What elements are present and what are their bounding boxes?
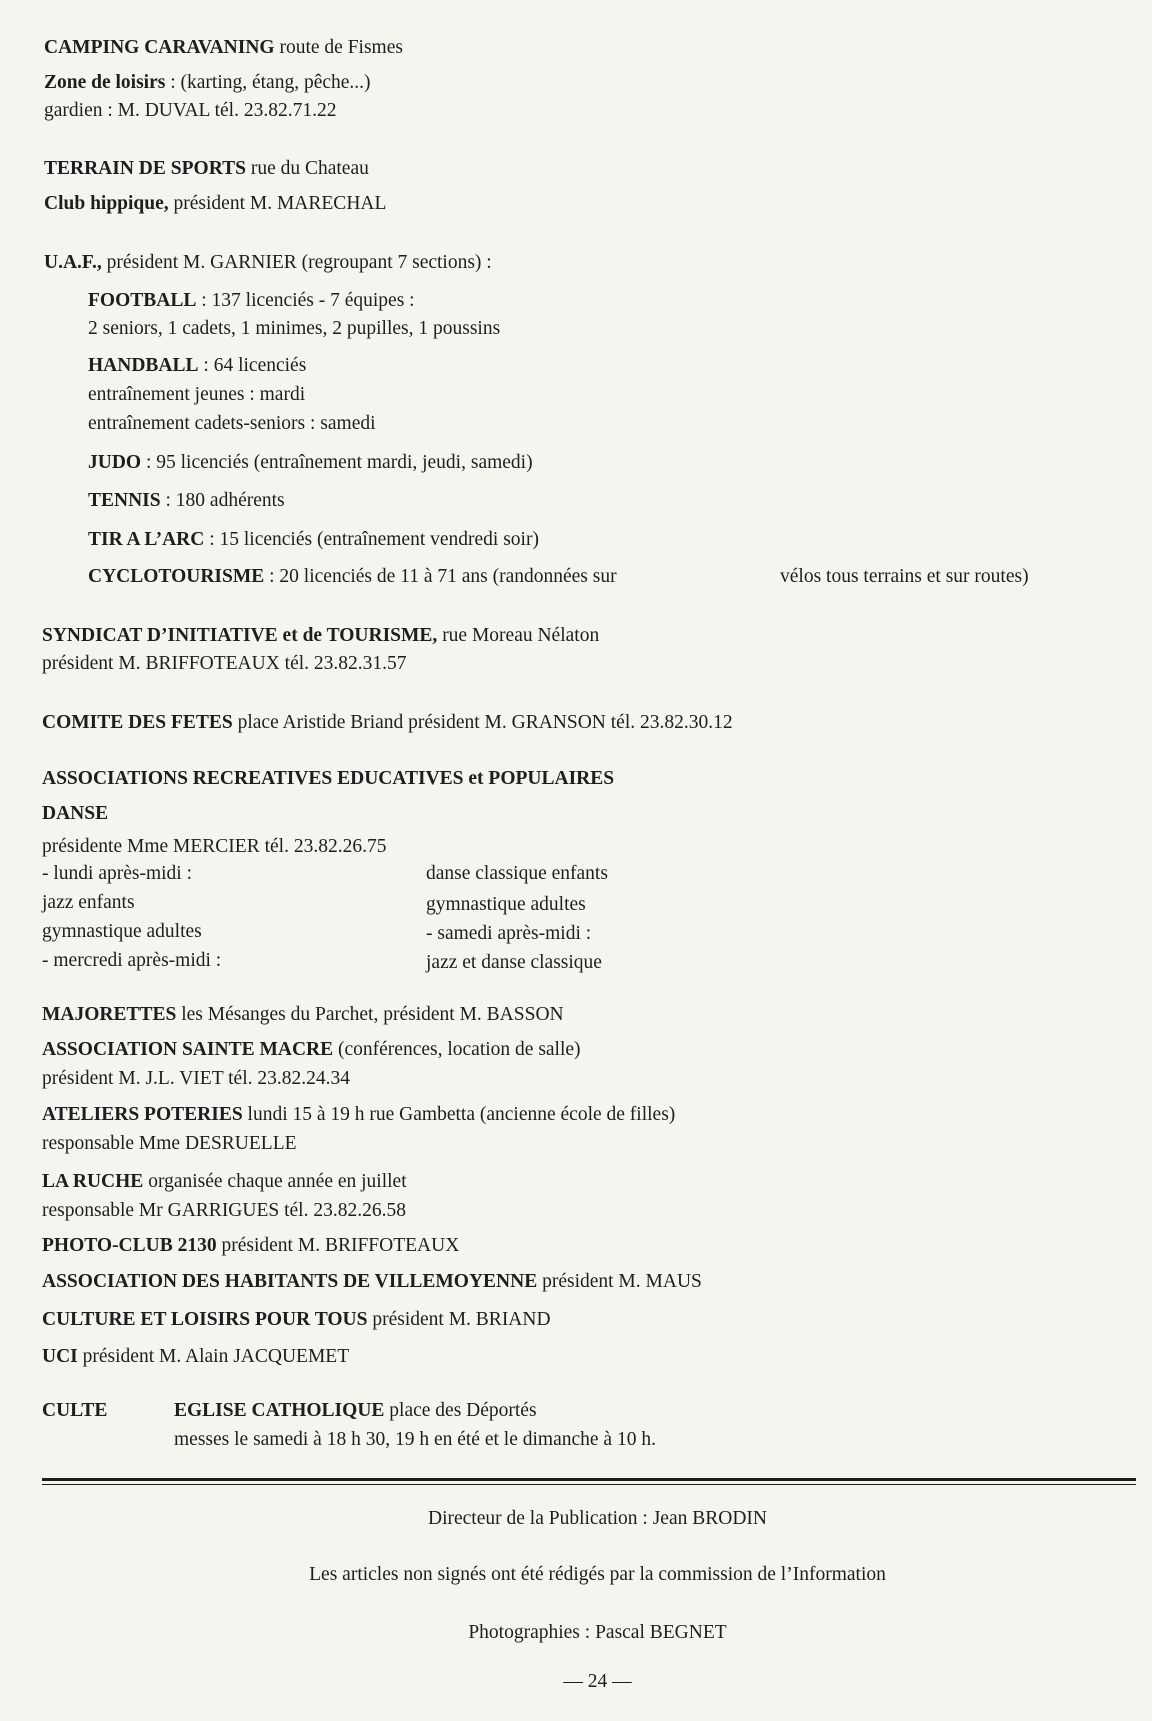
hippique-title: Club hippique, [44,193,169,214]
danse-right-0: danse classique enfants [426,863,608,884]
majorettes-text: les Mésanges du Parchet, président M. BASSON [176,1004,564,1025]
directeur-line: Directeur de la Publication : Jean BRODIN [428,1508,767,1529]
footer-divider-thin [42,1484,1136,1485]
judo-title: JUDO [88,452,142,473]
tennis-entry [88,489,285,513]
danse-right-2: - samedi après-midi : [426,923,592,944]
habitants-entry [42,1270,702,1294]
culture-entry [42,1308,551,1332]
loisirs-title: Zone de loisirs [44,72,166,93]
danse-left-3: - mercredi après-midi : [42,950,222,971]
tir-title: TIR A L’ARC [88,529,205,550]
camping-title: CAMPING CARAVANING [44,37,275,58]
uci-text: président M. Alain JACQUEMET [77,1346,350,1367]
handball-line3: entraînement cadets-seniors : samedi [88,413,376,434]
majorettes-title: MAJORETTES [42,1004,177,1025]
handball-text: : 64 licenciés [198,355,307,376]
comite-text: place Aristide Briand président M. GRANSON tél. 23.82.30.12 [232,712,733,733]
football-title: FOOTBALL [88,290,197,311]
cyclo-text: : 20 licenciés de 11 à 71 ans (randonnées sur [264,566,617,587]
poteries-responsable: responsable Mme DESRUELLE [42,1133,297,1154]
handball-title: HANDBALL [88,355,199,376]
terrain-title: TERRAIN DE SPORTS [44,158,246,179]
uaf-entry [44,251,492,275]
culte-label-text: CULTE [42,1400,108,1421]
photo-text: président M. BRIFFOTEAUX [216,1235,460,1256]
uaf-text: président M. GARNIER (regroupant 7 sections) : [101,252,492,273]
culte-entry [174,1399,537,1423]
photographies-line: Photographies : Pascal BEGNET [468,1622,727,1643]
macre-title: ASSOCIATION SAINTE MACRE [42,1039,334,1060]
ruche-entry [42,1170,407,1194]
uci-entry [42,1345,349,1369]
macre-president: président M. J.L. VIET tél. 23.82.24.34 [42,1068,351,1089]
poteries-title: ATELIERS POTERIES [42,1104,243,1125]
macre-text: (conférences, location de salle) [333,1039,581,1060]
danse-heading [42,802,108,826]
football-entry [88,289,415,313]
comite-title: COMITE DES FETES [42,712,233,733]
hippique-text: président M. MARECHAL [168,193,387,214]
gardien-line: gardien : M. DUVAL tél. 23.82.71.22 [44,100,337,121]
associations-title: ASSOCIATIONS RECREATIVES EDUCATIVES et POPULAIRES [42,768,615,789]
cyclo-entry [88,565,617,589]
tennis-title: TENNIS [88,490,161,511]
handball-entry [88,354,306,378]
habitants-text: président M. MAUS [537,1271,702,1292]
football-text: : 137 licenciés - 7 équipes : [196,290,415,311]
associations-heading [42,767,614,791]
poteries-text: lundi 15 à 19 h rue Gambetta (ancienne école de filles) [242,1104,676,1125]
footer-divider [42,1478,1136,1481]
danse-left-2: gymnastique adultes [42,921,202,942]
ruche-responsable: responsable Mr GARRIGUES tél. 23.82.26.58 [42,1200,406,1221]
majorettes-entry [42,1003,564,1027]
photo-title: PHOTO-CLUB 2130 [42,1235,217,1256]
macre-entry [42,1038,581,1062]
danse-left-1: jazz enfants [42,892,135,913]
danse-left-0: - lundi après-midi : [42,863,193,884]
tennis-text: : 180 adhérents [160,490,285,511]
camping-entry [44,36,403,60]
hippique-entry [44,192,386,216]
page-number: — 24 — [563,1671,632,1692]
danse-presidente: présidente Mme MERCIER tél. 23.82.26.75 [42,836,387,857]
uci-title: UCI [42,1346,78,1367]
habitants-title: ASSOCIATION DES HABITANTS DE VILLEMOYENNE [42,1271,538,1292]
tir-text: : 15 licenciés (entraînement vendredi soir) [204,529,539,550]
syndicat-president: président M. BRIFFOTEAUX tél. 23.82.31.57 [42,653,407,674]
articles-line: Les articles non signés ont été rédigés par la commission de l’Information [309,1564,886,1585]
danse-right-3: jazz et danse classique [426,952,602,973]
culte-text: place des Déportés [384,1400,537,1421]
danse-title: DANSE [42,803,109,824]
cyclo-title: CYCLOTOURISME [88,566,265,587]
judo-entry [88,451,533,475]
cyclo-text-continued: vélos tous terrains et sur routes) [780,566,1029,587]
syndicat-entry [42,624,599,648]
uaf-title: U.A.F., [44,252,102,273]
football-detail: 2 seniors, 1 cadets, 1 minimes, 2 pupilles, 1 poussins [88,318,501,339]
ruche-text: organisée chaque année en juillet [143,1171,407,1192]
poteries-entry [42,1103,675,1127]
culture-title: CULTURE ET LOISIRS POUR TOUS [42,1309,368,1330]
terrain-entry [44,157,369,181]
judo-text: : 95 licenciés (entraînement mardi, jeudi, samedi) [141,452,533,473]
photo-entry [42,1234,459,1258]
comite-entry [42,711,733,735]
danse-right-1: gymnastique adultes [426,894,586,915]
tir-entry [88,528,539,552]
loisirs-text: : (karting, étang, pêche...) [165,72,371,93]
culte-title: EGLISE CATHOLIQUE [174,1400,385,1421]
loisirs-entry [44,71,371,95]
syndicat-title: SYNDICAT D’INITIATIVE et de TOURISME, [42,625,438,646]
camping-text: route de Fismes [274,37,403,58]
ruche-title: LA RUCHE [42,1171,144,1192]
culture-text: président M. BRIAND [367,1309,551,1330]
culte-messes: messes le samedi à 18 h 30, 19 h en été et le dimanche à 10 h. [174,1429,656,1450]
syndicat-text: rue Moreau Nélaton [437,625,600,646]
culte-label [42,1399,107,1423]
handball-line2: entraînement jeunes : mardi [88,384,306,405]
terrain-text: rue du Chateau [245,158,369,179]
